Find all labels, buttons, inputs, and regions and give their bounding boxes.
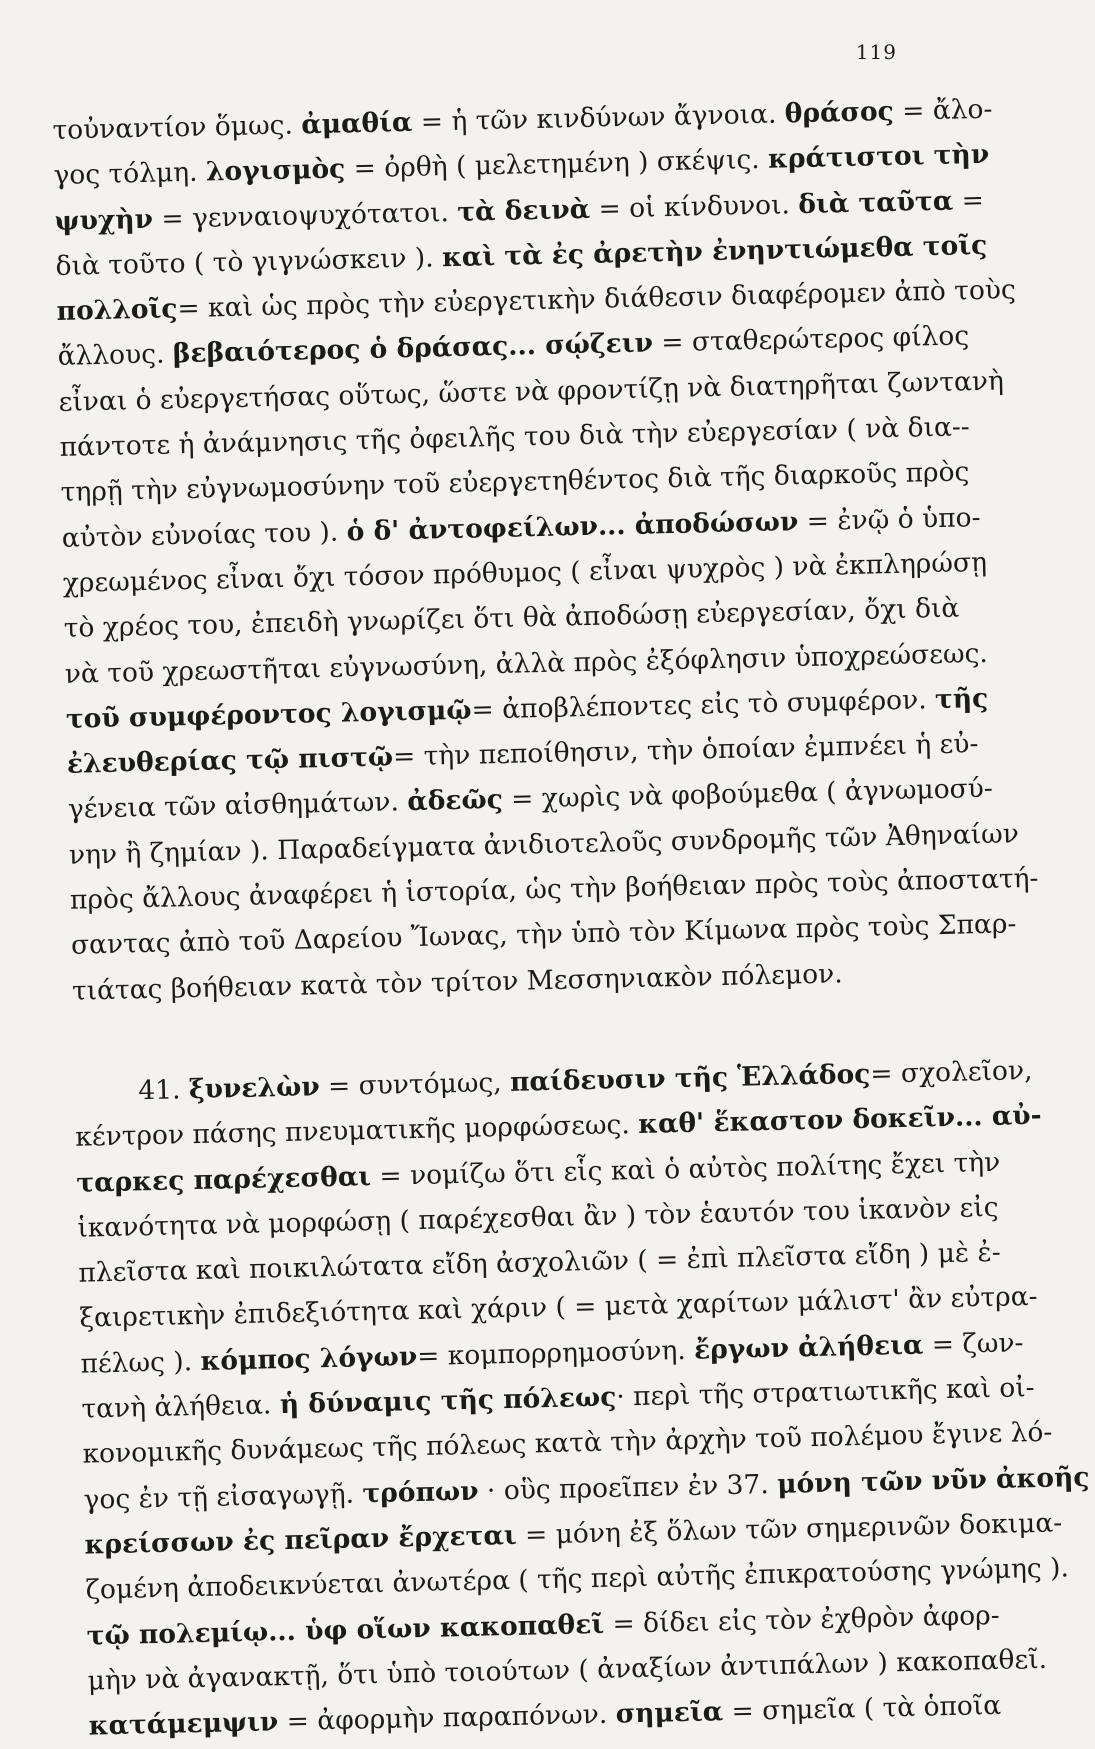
lemma-term: καὶ τὰ ἐς ἀρετὴν ἐνηντιώμεθα τοῖς bbox=[441, 229, 988, 274]
lemma-term: διὰ ταῦτα bbox=[797, 185, 954, 220]
gloss-text: διὰ τοῦτο ( τὸ γιγνώσκειν ). bbox=[55, 242, 443, 282]
gloss-text: ἱκανότητα νὰ μορφώσῃ ( παρέχεσθαι ἂν ) τὸν ἑαυτόν του ἱκανὸν εἰς bbox=[77, 1191, 999, 1244]
lemma-term: τὰ δεινὰ bbox=[456, 193, 591, 228]
lemma-term: τῆς bbox=[934, 682, 989, 715]
lemma-term: ἡ δύναμις τῆς πόλεως bbox=[279, 1381, 617, 1421]
gloss-text: = συντόμως, bbox=[319, 1066, 511, 1103]
gloss-text: τοὐναντίον ὅμως. bbox=[52, 109, 302, 146]
lemma-term: βεβαιότερος ὁ δράσας... σῴζειν bbox=[172, 327, 654, 370]
lemma-term: ὁ δ' ἀντοφείλων... ἀποδώσων bbox=[346, 505, 799, 548]
gloss-text: νὰ τοῦ χρεωστῆται εὐγνωσύνη, ἀλλὰ πρὸς ἐξόφλησιν ὑποχρεώσεως. bbox=[64, 637, 989, 690]
lemma-term: λογισμὸς bbox=[205, 153, 346, 188]
gloss-text: μὴν νὰ ἀγανακτῇ, ὅτι ὑπὸ τοιούτων ( ἀναξίων ἀντιπάλων ) κακοπαθεῖ. bbox=[87, 1643, 1048, 1697]
lemma-term: θράσος bbox=[784, 95, 895, 130]
lemma-term: παίδευσιν τῆς Ἑλλάδος bbox=[509, 1058, 871, 1098]
gloss-text: = νομίζω ὅτι εἷς καὶ ὁ αὐτὸς πολίτης ἔχει τὴν bbox=[370, 1146, 1001, 1192]
gloss-text: = ἀφορμὴν παραπόνων. bbox=[277, 1698, 616, 1738]
gloss-text: · οὓς προεῖπεν ἐν 37. bbox=[478, 1468, 778, 1507]
lemma-term: σημεῖα bbox=[615, 1696, 724, 1730]
gloss-text: = σταθερώτερος φίλος bbox=[652, 320, 970, 359]
gloss-text: = ἄλο- bbox=[893, 93, 993, 127]
gloss-text: γος τόλμη. bbox=[53, 156, 207, 192]
gloss-text: νην ἢ ζημίαν ). Παραδείγματα ἀνιδιοτελοῦς συνδρομῆς τῶν Ἀθηναίων bbox=[68, 818, 1020, 871]
lemma-term: ἐλευθερίας τῷ πιστῷ bbox=[66, 741, 394, 780]
gloss-text: τανὴ ἀλήθεια. bbox=[81, 1389, 281, 1425]
lemma-term: κράτιστοι τὴν bbox=[767, 139, 990, 176]
gloss-text: = τὴν πεποίθησιν, τὴν ὁποίαν ἐμπνέει ἡ εὐ- bbox=[392, 728, 979, 773]
gloss-text: αὐτὸν εὐνοίας του ). bbox=[61, 516, 347, 554]
gloss-text: = μόνη ἐξ ὅλων τῶν σημερινῶν δοκιμα- bbox=[516, 1507, 1063, 1551]
lemma-term: ταρκες παρέχεσθαι bbox=[76, 1160, 372, 1199]
gloss-text: τὸ χρέος του, ἐπειδὴ γνωρίζει ὅτι θὰ ἀποδώσῃ εὐεργεσίαν, ὄχι διὰ bbox=[63, 592, 960, 645]
lemma-term: τῷ πολεμίῳ... ὑφ οἵων κακοπαθεῖ bbox=[86, 1608, 605, 1652]
lemma-term: ἔργων ἀλήθεια bbox=[693, 1329, 924, 1366]
lemma-term: τοῦ συμφέροντος λογισμῷ bbox=[65, 694, 472, 735]
lemma-term: πολλοῖς bbox=[56, 293, 178, 328]
lemma-term: ξυνελὼν bbox=[188, 1071, 320, 1106]
gloss-text: = ὀρθὴ ( μελετημένη ) σκέψις. bbox=[344, 144, 769, 185]
lemma-term: κόμπος λόγων bbox=[200, 1340, 418, 1377]
gloss-text: = οἱ κίνδυνοι. bbox=[589, 188, 799, 225]
gloss-text: κέντρον πάσης πνευματικῆς μορφώσεως. bbox=[75, 1109, 639, 1153]
gloss-text: πάντοτε ἡ ἀνάμνησις τῆς ὀφειλῆς του διὰ τὴν εὐεργεσίαν ( νὰ δια-- bbox=[59, 411, 971, 463]
gloss-text: πλεῖστα καὶ ποικιλώτατα εἴδη ἀσχολιῶν ( = ἐπὶ πλεῖστα εἴδη ) μὲ ἐ- bbox=[78, 1236, 1002, 1289]
gloss-text: = ζων- bbox=[923, 1327, 1024, 1361]
gloss-text: χρεωμένος εἶναι ὄχι τόσον πρόθυμος ( εἶναι ψυχρὸς ) νὰ ἐκπληρώσῃ bbox=[62, 546, 988, 599]
gloss-text: · περὶ τῆς στρατιωτικῆς καὶ οἰ- bbox=[615, 1372, 1035, 1413]
gloss-text: = ἐνῷ ὁ ὑπο- bbox=[797, 501, 981, 537]
gloss-text: = καὶ ὡς πρὸς τὴν εὐεργετικὴν διάθεσιν διαφέρομεν ἀπὸ τοὺς bbox=[177, 274, 1017, 325]
gloss-text: πρὸς ἄλλους ἀναφέρει ἡ ἱστορία, ὡς τὴν βοήθειαν πρὸς τοὺς ἀποστατή- bbox=[69, 862, 1039, 916]
lemma-term: κρείσσων ἐς πεῖραν ἔρχεται bbox=[84, 1519, 517, 1561]
gloss-text: = bbox=[952, 184, 985, 217]
gloss-text: = ἡ τῶν κινδύνων ἄγνοια. bbox=[412, 98, 786, 138]
gloss-text: = γενναιοψυχότατοι. bbox=[152, 196, 458, 235]
gloss-text: = χωρὶς νὰ φοβούμεθα ( ἀγνωμοσύ- bbox=[502, 773, 994, 816]
lemma-term: ἀμαθία bbox=[300, 106, 413, 141]
gloss-text: τιάτας βοήθειαν κατὰ τὸν τρίτον Μεσσηνιακὸν πόλεμον. bbox=[71, 957, 843, 1007]
gloss-text: = κομπορρημοσύνη. bbox=[416, 1334, 695, 1372]
gloss-text: = σχολεῖον, bbox=[869, 1054, 1033, 1090]
lemma-term: τρόπων bbox=[362, 1475, 479, 1509]
body-text bbox=[52, 88, 1090, 1749]
gloss-text: = σημεῖα ( τὰ ὁποῖα bbox=[722, 1689, 1002, 1728]
gloss-text: σαντας ἀπὸ τοῦ Δαρείου Ἴωνας, τὴν ὑπὸ τὸν Κίμωνα πρὸς τοὺς Σπαρ- bbox=[70, 908, 1017, 962]
gloss-text: = ἀποβλέποντες εἰς τὸ συμφέρον. bbox=[471, 683, 936, 726]
gloss-text: ἄλλους. bbox=[57, 338, 174, 373]
lemma-term: μόνη τῶν νῦν ἀκοῆς bbox=[776, 1461, 1090, 1500]
lemma-term: ἀδεῶς bbox=[406, 784, 504, 818]
gloss-text: γος ἐν τῇ εἰσαγωγῇ. bbox=[83, 1477, 363, 1516]
lemma-term: καθ' ἕκαστον δοκεῖν... αὐ- bbox=[637, 1100, 1042, 1141]
gloss-text: ζομένη ἀποδεικνύεται ἀνωτέρα ( τῆς περὶ αὐτῆς ἐπικρατούσης γνώμης ). bbox=[85, 1552, 1070, 1606]
page-number: 119 bbox=[855, 40, 897, 64]
gloss-text: πέλως ). bbox=[80, 1345, 201, 1380]
gloss-text: ξαιρετικὴν ἐπιδεξιότητα καὶ χάριν ( = μετὰ χαρίτων μάλιστ' ἂν εὐτρα- bbox=[79, 1281, 1038, 1335]
gloss-text: 41. bbox=[137, 1074, 190, 1107]
lemma-term: κατάμεμψιν bbox=[88, 1706, 279, 1742]
lemma-term: ψυχὴν bbox=[54, 203, 154, 237]
gloss-text: = δίδει εἰς τὸν ἐχθρὸν ἀφορ- bbox=[603, 1599, 1000, 1640]
gloss-text: εἶναι ὁ εὐεργετήσας οὕτως, ὥστε νὰ φροντίζῃ νὰ διατηρῆται ζωντανὴ bbox=[58, 365, 1005, 418]
gloss-text: γένεια τῶν αἰσθημάτων. bbox=[67, 786, 408, 826]
gloss-text: κονομικῆς δυνάμεως τῆς πόλεως κατὰ τὴν ἀρχὴν τοῦ πολέμου ἔγινε λό- bbox=[82, 1416, 1053, 1470]
gloss-text: τηρῇ τὴν εὐγνωμοσύνην τοῦ εὐεργετηθέντος διὰ τῆς διαρκοῦς πρὸς bbox=[60, 456, 970, 509]
